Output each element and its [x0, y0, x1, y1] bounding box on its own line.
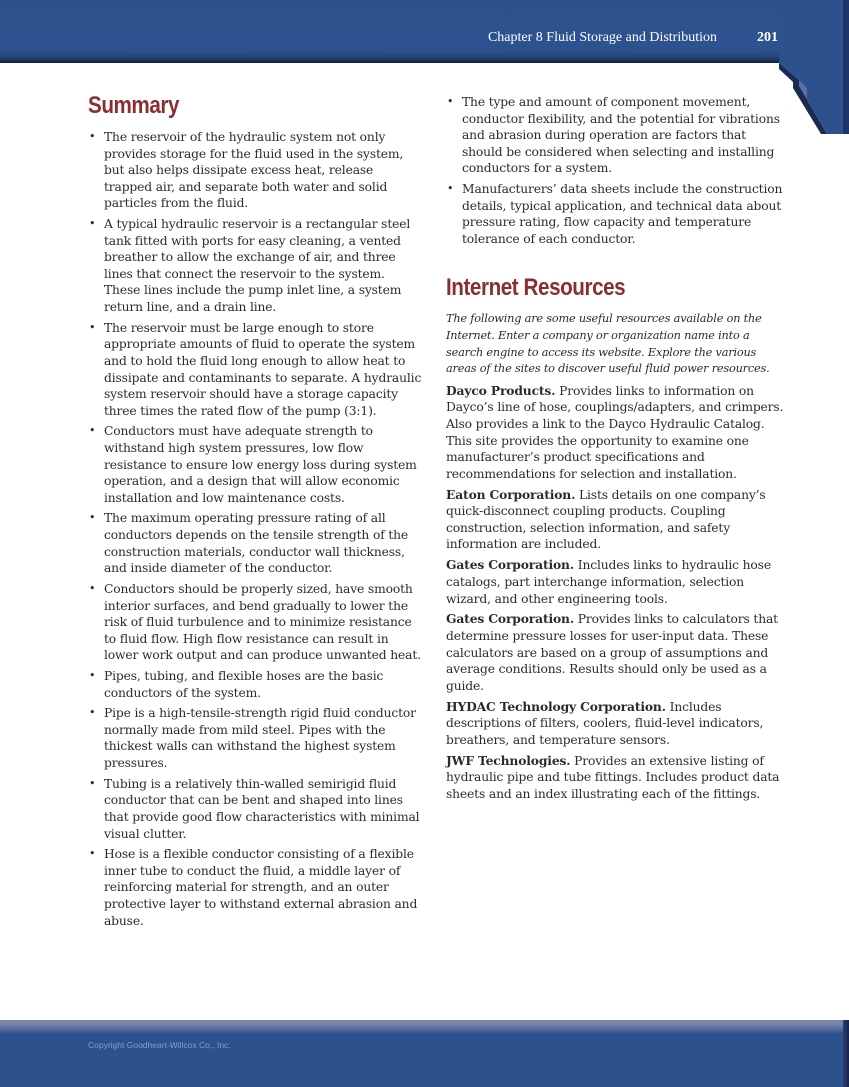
summary-list-continued [446, 94, 786, 247]
summary-bullet: • The reservoir of the hydraulic system not only provides storage for the fluid used in the system, but also helps dissipate excess heat, release trapped air, and separate both water and solid particles from the fluid. [89, 130, 404, 211]
summary-heading: Summary [88, 92, 180, 119]
resource-entry [446, 383, 786, 483]
resource-entry [446, 487, 786, 553]
resource-name: Gates Corporation. [446, 557, 574, 573]
page-tab-decoration [779, 0, 849, 134]
summary-list [88, 129, 424, 929]
summary-bullet: • Pipe is a high-tensile-strength rigid fluid conductor normally made from mild steel. Pipes with the thickest walls can withstand the highest system pressures. [89, 706, 416, 771]
right-column [446, 94, 786, 807]
bullet-icon: • [89, 847, 96, 861]
footer-edge-decoration [843, 1020, 849, 1087]
summary-bullet: • The type and amount of component movement, conductor flexibility, and the potential for vibrations and abrasion during operation are factors that should be considered when selecting and installing conductors for a system. [447, 95, 780, 176]
summary-bullet: • A typical hydraulic reservoir is a rectangular steel tank fitted with ports for easy cleaning, a vented breather to allow the exchange of air, and three lines that connect the reservoir to the system. These lines include the pump inlet line, a system return line, and a drain line. [89, 217, 411, 315]
resource-name: Eaton Corporation. [446, 486, 576, 502]
resource-name: HYDAC Technology Corporation. [446, 698, 666, 714]
bullet-icon: • [89, 130, 96, 143]
resource-name: Dayco Products. [446, 382, 556, 398]
resource-description: Lists details on one company’s quick-disconnect coupling products. Coupling construction, selection information, and safety information are included. [446, 487, 766, 552]
copyright-notice: Copyright Goodheart-Willcox Co., Inc. [88, 1040, 231, 1050]
resource-description: Includes links to hydraulic hose catalogs, part interchange information, selection wizard, and other engineering tools. [446, 558, 771, 606]
resource-name: Gates Corporation. [446, 611, 574, 627]
resource-entry [446, 753, 786, 803]
bullet-icon: • [89, 424, 96, 438]
bullet-icon: • [89, 217, 96, 231]
resource-name: JWF Technologies. [446, 752, 571, 768]
bullet-icon: • [447, 182, 454, 196]
footer-band [0, 1020, 849, 1087]
bullet-icon: • [89, 320, 96, 334]
summary-bullet: • Hose is a flexible conductor consisting of a flexible inner tube to conduct the fluid, a middle layer of reinforcing material for strength, and an outer protective layer to withstand external abrasion and abuse. [89, 847, 418, 928]
resource-description: Includes descriptions of filters, coolers, fluid-level indicators, breathers, and temperature sensors. [446, 699, 764, 747]
summary-bullet: • Tubing is a relatively thin-walled semirigid fluid conductor that can be bent and shaped into lines that provide good flow characteristics with minimal visual clutter. [89, 776, 420, 841]
summary-section [88, 88, 424, 933]
summary-bullet: • Manufacturers’ data sheets include the construction details, typical application, and technical data about pressure rating, flow capacity and temperature tolerance of each conductor. [447, 182, 783, 246]
summary-bullet: • Pipes, tubing, and flexible hoses are the basic conductors of the system. [89, 668, 384, 700]
internet-resources-heading: Internet Resources [446, 274, 626, 302]
header-band [0, 0, 849, 63]
resource-description: Provides links to calculators that determine pressure losses for user-input data. These calculators are based on a group of assumptions and average conditions. Results should only be used as a guide. [446, 612, 778, 693]
resource-entry [446, 699, 786, 749]
bullet-icon: • [447, 95, 454, 108]
bullet-icon: • [89, 581, 96, 595]
chapter-title: Chapter 8 Fluid Storage and Distribution [487, 30, 717, 45]
resource-description: Provides links to information on Dayco’s line of hose, couplings/adapters, and crimpers. Also provides a link to the Dayco Hydraulic Catalog. This site provides the opportunity to examine one manufacturer’s product specifications and recommendations for selection and installation. [446, 383, 784, 481]
internet-resources-intro: The following are some useful resources available on the Internet. Enter a company or organization name into a search engine to access its website. Explore the various areas of the sites to discover useful fluid power resources. [446, 312, 770, 376]
summary-bullet: • The reservoir must be large enough to store appropriate amounts of fluid to operate the system and to hold the fluid long enough to allow heat to dissipate and contaminants to separate. A hydraulic system reservoir should have a storage capacity three times the rated flow of the pump (3:1). [89, 320, 422, 418]
resource-entry [446, 611, 786, 694]
bullet-icon: • [89, 511, 96, 525]
resource-entry [446, 557, 786, 607]
summary-bullet: • Conductors must have adequate strength to withstand high system pressures, low flow resistance to ensure low energy loss during system operation, and a design that will allow economic installation and low maintenance costs. [89, 424, 417, 505]
page-number: 201 [757, 30, 778, 45]
bullet-icon: • [89, 668, 96, 682]
bullet-icon: • [89, 776, 96, 790]
resource-description: Provides an extensive listing of hydraulic pipe and tube fittings. Includes product data sheets and an index illustrating each of the fittings. [446, 753, 780, 801]
bullet-icon: • [89, 706, 96, 720]
summary-bullet: • The maximum operating pressure rating of all conductors depends on the tensile strength of the construction materials, conductor wall thickness, and inside diameter of the conductor. [89, 511, 409, 576]
summary-bullet: • Conductors should be properly sized, have smooth interior surfaces, and bend gradually to lower the risk of fluid turbulence and to minimize resistance to fluid flow. High flow resistance can result in lower work output and can produce unwanted heat. [89, 581, 421, 663]
